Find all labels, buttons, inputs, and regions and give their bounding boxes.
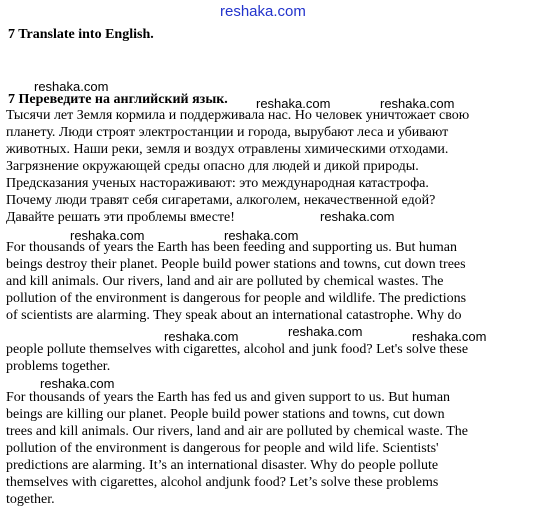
translation-line: problems together.	[6, 359, 111, 374]
translation-2	[6, 389, 530, 508]
russian-text	[6, 107, 530, 226]
translation-line: and kill animals. Our rivers, land and air are polluted by chemical wastes. The	[6, 274, 444, 289]
watermark: reshaka.com	[380, 96, 455, 111]
translation-line: people pollute themselves with cigarettes, alcohol and junk food? Let's solve these	[6, 342, 469, 357]
translation-line: For thousands of years the Earth has fed us and given support to us. But human	[6, 390, 451, 405]
translation-line: trees and kill animals. Our rivers, land and air are polluted by chemical waste. The	[6, 424, 468, 439]
watermark: reshaka.com	[164, 329, 239, 344]
watermark: reshaka.com	[70, 228, 145, 243]
translation-line: For thousands of years the Earth has been feeding and supporting us. But human	[6, 240, 458, 255]
russian-line: Предсказания ученых настораживают: это международная катастрофа.	[6, 176, 429, 191]
translation-line: pollution of the environment is dangerous for people and wild life. Scientists'	[6, 441, 439, 456]
russian-line: Тысячи лет Земля кормила и поддерживала нас. Но человек уничтожает свою	[6, 108, 470, 123]
russian-line: Загрязнение окружающей среды опасно для людей и дикой природы.	[6, 159, 419, 174]
russian-line: животных. Наши реки, земля и воздух отравлены химическими отходами.	[6, 142, 449, 157]
russian-line: Давайте решать эти проблемы вместе!	[6, 210, 235, 225]
watermark: reshaka.com	[320, 209, 395, 224]
watermark: reshaka.com	[224, 228, 299, 243]
watermark: reshaka.com	[288, 324, 363, 339]
watermark: reshaka.com	[34, 79, 109, 94]
russian-line: планету. Люди строят электростанции и города, вырубают леса и убивают	[6, 125, 449, 140]
exercise-title-ru: 7 Переведите на английский язык.	[8, 92, 228, 107]
translation-line: beings are killing our planet. People build power stations and towns, cut down	[6, 407, 445, 422]
watermark: reshaka.com	[256, 96, 331, 111]
translation-line: predictions are alarming. It’s an international disaster. Why do people pollute	[6, 458, 439, 473]
translation-line: pollution of the environment is dangerous for people and wildlife. The predictions	[6, 291, 467, 306]
watermark: reshaka.com	[412, 329, 487, 344]
translation-1	[6, 239, 530, 375]
translation-line: together.	[6, 492, 55, 507]
russian-line: Почему люди травят себя сигаретами, алкоголем, некачественной едой?	[6, 193, 436, 208]
translation-line: of scientists are alarming. They speak about an international catastrophe. Why do	[6, 308, 462, 323]
translation-line: themselves with cigarettes, alcohol andjunk food? Let’s solve these problems	[6, 475, 439, 490]
watermark: reshaka.com	[40, 376, 115, 391]
exercise-title-en: 7 Translate into English.	[8, 27, 154, 42]
watermark-top: reshaka.com	[220, 3, 306, 20]
translation-line: beings destroy their planet. People build power stations and towns, cut down trees	[6, 257, 466, 272]
